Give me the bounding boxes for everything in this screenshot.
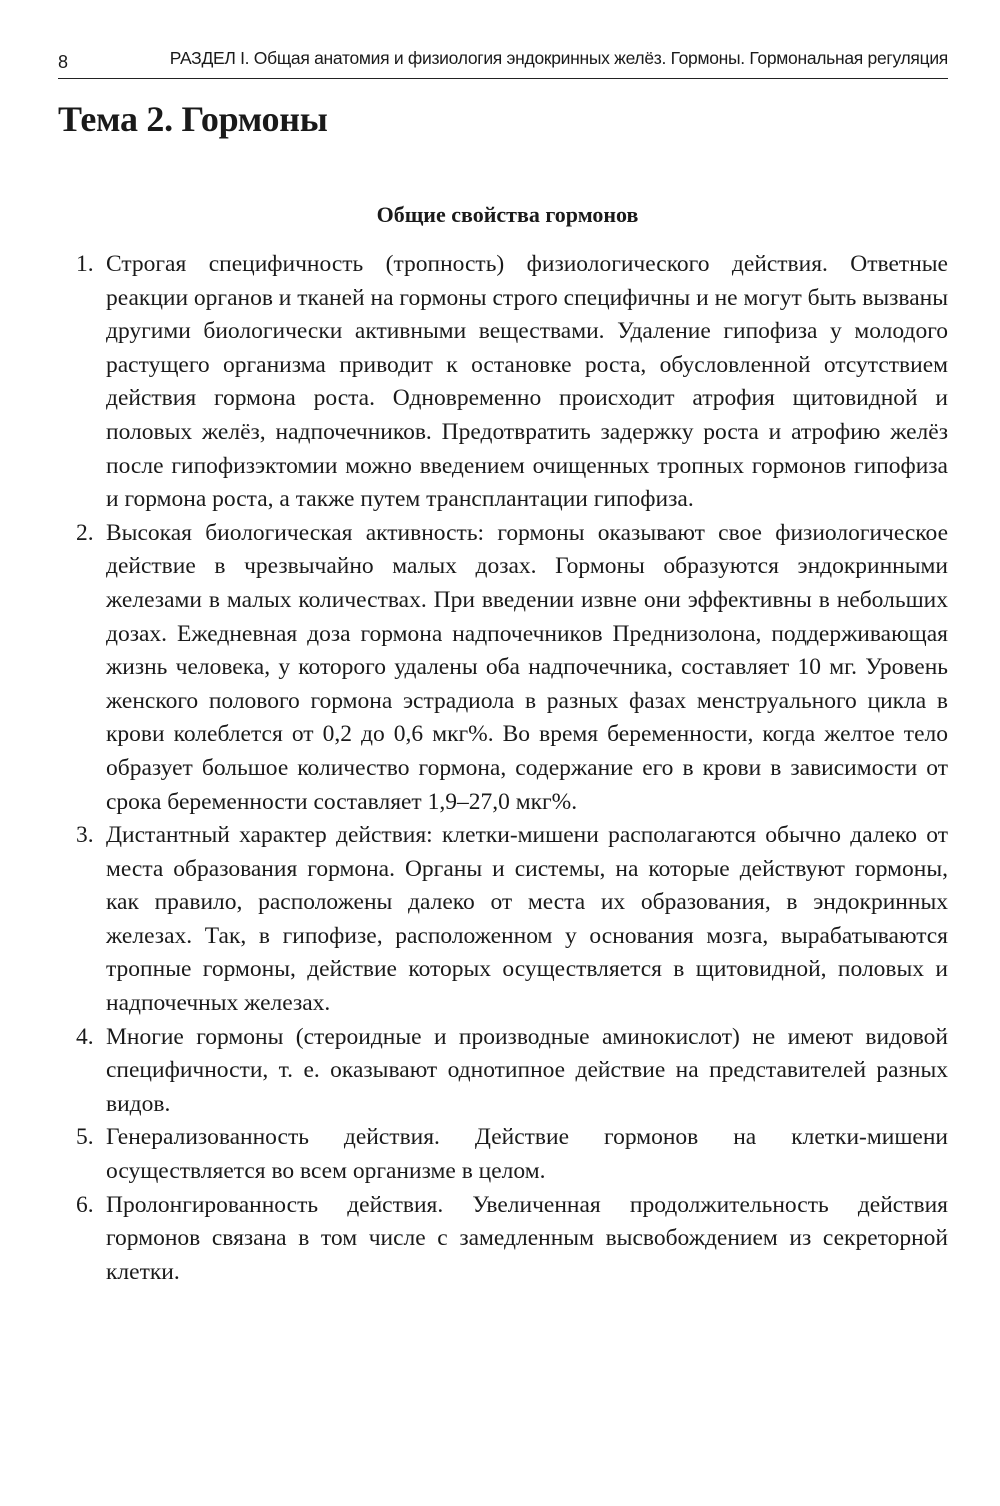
list-item-number: 1. (76, 251, 94, 277)
list-item-text: Дистантный характер действия: клетки-мишени располагаются обычно далеко от места образования гормона. Органы и системы, на которые действуют гормоны, как правило, расположены далеко от места их образования, в эндокринных железах. Так, в гипофизе, расположенном у основания мозга, вырабатываются тропные гормоны, действие которых осуществляется в щитовидной, половых и надпочечных железах. (106, 822, 948, 1017)
list-item (72, 819, 948, 1021)
list-item-text: Пролонгированность действия. Увеличенная продолжительность действия гормонов связана в том числе с замедленным высвобождением из секреторной клетки. (106, 1191, 948, 1285)
list-item-text: Высокая биологическая активность: гормоны оказывают свое физиологическое действие в чрезвычайно малых дозах. Гормоны образуются эндокринными железами в малых количествах. При введении извне они эффективны в небольших дозах. Ежедневная доза гормона надпочечников Преднизолона, поддерживающая жизнь человека, у которого удалены оба надпочечника, составляет 10 мг. Уровень женского полового гормона эстрадиола в разных фазах менструального цикла в крови колеблется от 0,2 до 0,6 мкг%. Во время беременности, когда желтое тело образует большое количество гормона, содержание его в крови в зависимости от срока беременности составляет 1,9–27,0 мкг%. (106, 519, 948, 815)
list-item (72, 1189, 948, 1290)
list-item-number: 2. (76, 519, 94, 546)
running-title: РАЗДЕЛ I. Общая анатомия и физиология эндокринных желёз. Гормоны. Гормональная регуляция (169, 48, 948, 68)
list-item (72, 517, 948, 819)
list-item-number: 3. (76, 822, 94, 849)
list-item-text: Строгая специфичность (тропность) физиологического действия. Ответные реакции органов и тканей на гормоны строго специфичны и не могут быть вызваны другими биологически активными веществами. Удаление гипофиза у молодого растущего организма приводит к остановке роста, обусловленной отсутствием действия гормона роста. Одновременно происходит атрофия щитовидной и половых желёз, надпочечников. Предотвратить задержку роста и атрофию желёз после гипофизэктомии можно введением очищенных тропных гормонов гипофиза и гормона роста, а также путем трансплантации гипофиза. (106, 251, 948, 513)
page-number: 8 (58, 52, 69, 72)
chapter-title: Тема 2. Гормоны (58, 99, 328, 139)
properties-list (72, 248, 948, 1289)
list-item (72, 1121, 948, 1188)
list-item-text: Многие гормоны (стероидные и производные аминокислот) не имеют видовой специфичности, т. е. оказывают однотипное действие на представителей разных видов. (106, 1023, 948, 1117)
list-item (72, 248, 948, 517)
list-item-number: 4. (76, 1023, 94, 1050)
list-item (72, 1021, 948, 1122)
section-title: Общие свойства гормонов (376, 202, 639, 227)
list-item-number: 6. (76, 1191, 94, 1218)
list-item-number: 5. (76, 1124, 94, 1151)
list-item-text: Генерализованность действия. Действие гормонов на клетки-мишени осуществляется во всем организме в целом. (106, 1124, 948, 1185)
running-header (58, 44, 948, 79)
